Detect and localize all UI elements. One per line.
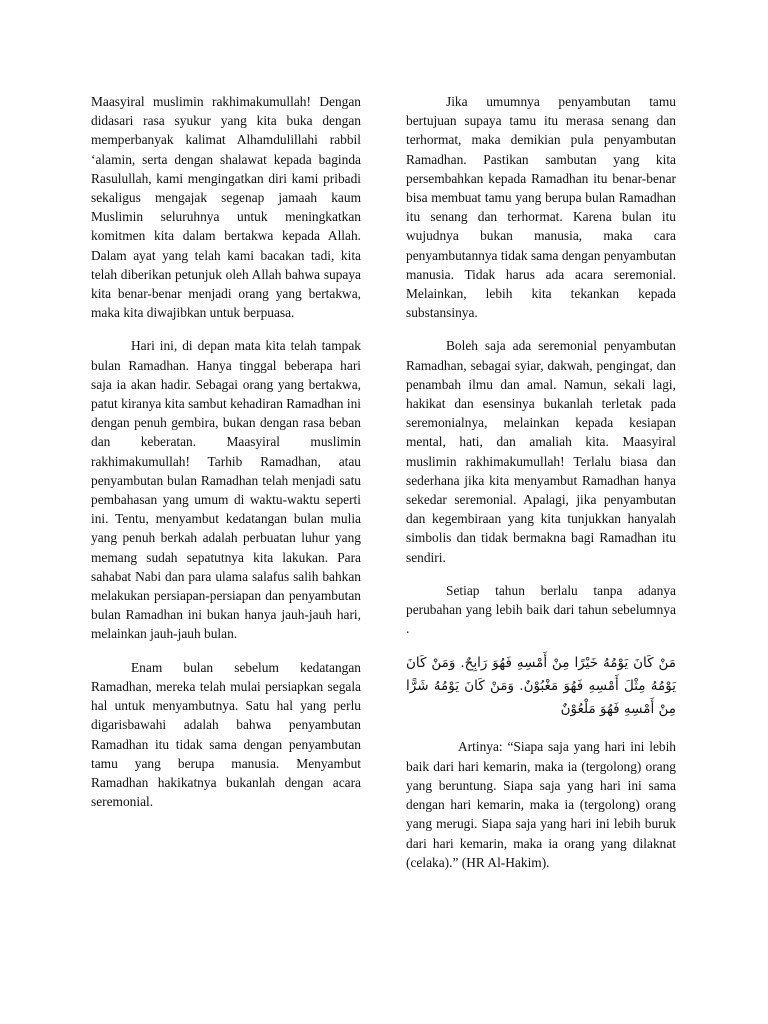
arabic-hadith: مَنْ كَانَ يَوْمُهُ خَيْرًا مِنْ أَمْسِهِ فَهُوَ رَابِحٌ. وَمَنْ كَانَ يَوْمُهُ مِثْلَ أَمْسِهِ فَهُوَ مَغْبُوْنٌ. وَمَنْ كَانَ يَوْمُهُ شَرًّا مِنْ أَمْسِهِ فَهُوَ مَلْعُوْنٌ (406, 655, 676, 718)
paragraph-every-year: Setiap tahun berlalu tanpa adanya perubahan yang lebih baik dari tahun sebelumnya . (406, 582, 676, 637)
hadith-translation: Artinya: “Siapa saja yang hari ini lebih baik dari hari kemarin, maka ia (tergolong) orang yang beruntung. Siapa saja yang hari ini sama dengan hari kemarin, maka ia (tergolong) orang yang merugi. Siapa saja yang hari ini lebih buruk dari hari kemarin, maka ia orang yang dilaknat (celaka).” (HR Al-Hakim). (406, 739, 676, 870)
paragraph-opening: Maasyiral muslimin rakhimakumullah! Dengan didasari rasa syukur yang kita buka dengan memperbanyak kalimat Alhamdulillahi rabbil ‘alamin, serta dengan shalawat kepada baginda Rasulullah, kami mengingatkan diri kami pribadi sekaligus mengajak segenap jamaah kaum Muslimin seluruhnya untuk meningkatkan komitmen kita dalam bertakwa kepada Allah. Dalam ayat yang telah kami bacakan tadi, kita telah diberikan petunjuk oleh Allah bahwa supaya kita benar-benar menjadi orang yang bertakwa, maka kita diwajibkan untuk berpuasa. (91, 94, 361, 321)
right-column (406, 92, 676, 886)
left-column (91, 92, 361, 825)
paragraph-ramadhan-arrival: Hari ini, di depan mata kita telah tampak bulan Ramadhan. Hanya tinggal beberapa hari saja ia akan hadir. Sebagai orang yang bertakwa, patut kiranya kita sambut kehadiran Ramadhan ini dengan penuh gembira, bukan dengan rasa beban dan keberatan. Maasyiral muslimin rakhimakumullah! Tarhib Ramadhan, atau penyambutan bulan Ramadhan telah menjadi satu pembahasan yang umum di waktu-waktu seperti ini. Tentu, menyambut kedatangan bulan mulia yang penuh berkah adalah perbuatan luhur yang memang sudah sepatutnya kita lakukan. Para sahabat Nabi dan para ulama salafus salih bahkan melakukan persiapan-persiapan dan penyambutan bulan Ramadhan ini bukan hanya jauh-jauh hari, melainkan jauh-jauh bulan. (91, 338, 361, 642)
paragraph-welcoming-guest: Jika umumnya penyambutan tamu bertujuan supaya tamu itu merasa senang dan terhormat, maka demikian pula penyambutan Ramadhan. Pastikan sambutan yang kita persembahkan kepada Ramadhan itu benar-benar bisa membuat tamu yang berupa bulan Ramadhan itu senang dan terhormat. Karena bulan itu wujudnya bukan manusia, maka cara penyambutannya tidak sama dengan penyambutan manusia. Tidak harus ada acara seremonial. Melainkan, lebih kita tekankan kepada substansinya. (406, 94, 676, 321)
paragraph-ceremonial: Boleh saja ada seremonial penyambutan Ramadhan, sebagai syiar, dakwah, pengingat, dan penambah ilmu dan amal. Namun, sekali lagi, hakikat dan esensinya bukanlah terletak pada seremonialnya, melainkan kepada kesiapan mental, hati, dan amaliah kita. Maasyiral muslimin rakhimakumullah! Terlalu biasa dan sederhana jika kita menyambut Ramadhan hanya sekedar seremonial. Apalagi, jika penyambutan dan kegembiraan yang kita tunjukkan hanyalah simbolis dan tidak bermakna bagi Ramadhan itu sendiri. (406, 338, 676, 565)
paragraph-six-months: Enam bulan sebelum kedatangan Ramadhan, mereka telah mulai persiapkan segala hal untuk menyambutnya. Satu hal yang perlu digarisbawahi adalah bahwa penyambutan Ramadhan itu tidak sama dengan penyambutan tamu yang berupa manusia. Menyambut Ramadhan hakikatnya bukanlah dengan acara seremonial. (91, 659, 361, 810)
